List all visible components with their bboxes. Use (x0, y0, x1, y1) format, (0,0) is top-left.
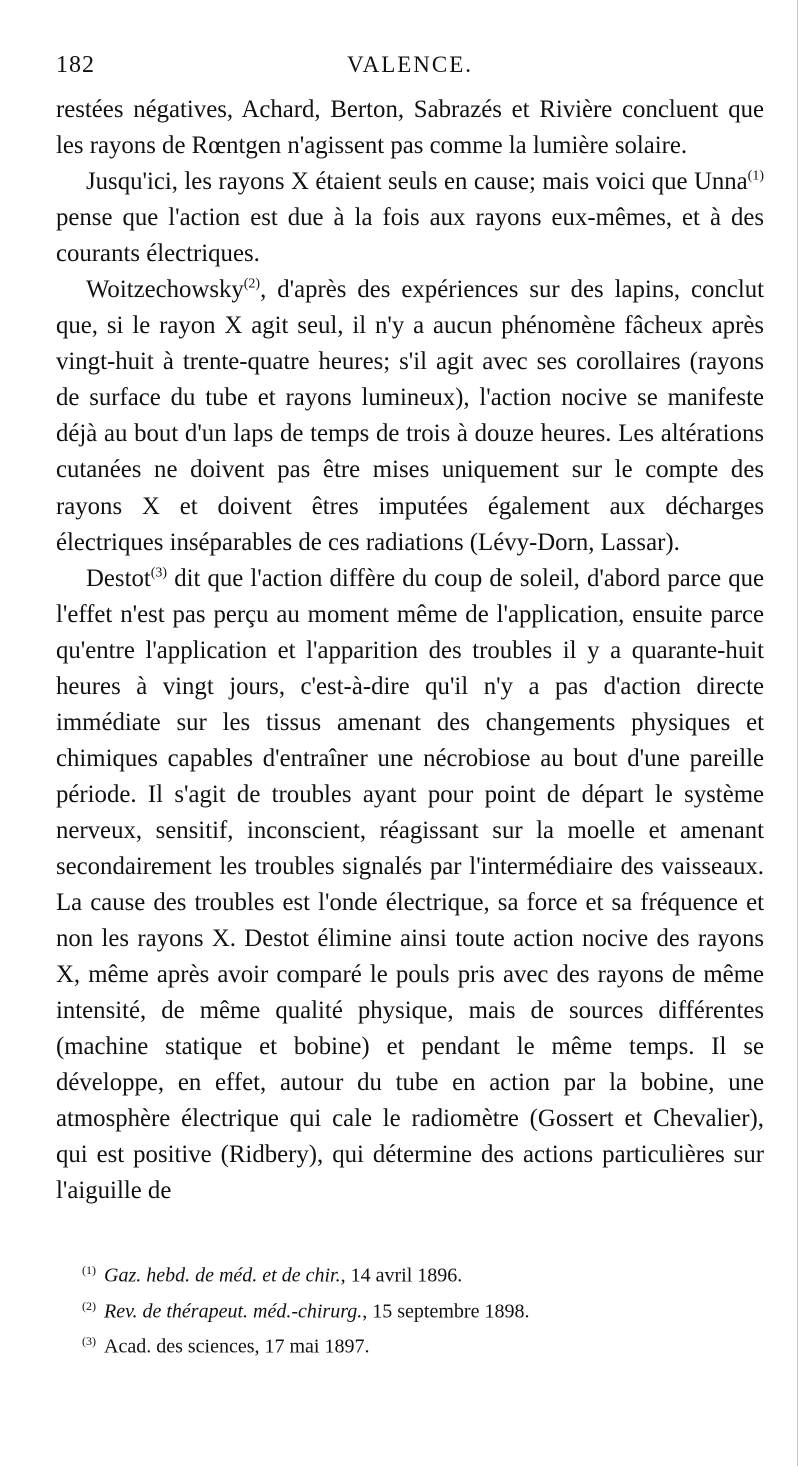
footnote-ref-2[interactable]: (2) (243, 276, 261, 292)
paragraph-text: pense que l'action est due à la fois aux rayons eux-mêmes, et à des courants électriques. (56, 204, 764, 268)
footnote-2 (82, 1291, 762, 1327)
paragraph-destot (56, 561, 764, 1210)
paragraph-unna (56, 164, 764, 272)
footnote-source-title: Gaz. hebd. de méd. et de chir. (104, 1264, 341, 1287)
paragraph-text: restées négatives, Achard, Berton, Sabrazés et Rivière concluent que les rayons de Rœntgen n'agissent pas comme la lumière solaire. (56, 96, 764, 160)
paragraph-text: Woitzechowsky (86, 276, 244, 304)
footnote-ref-1[interactable]: (1) (747, 168, 764, 184)
footnote-3 (82, 1326, 762, 1362)
body-text (56, 92, 764, 1209)
footnote-ref-3[interactable]: (3) (150, 565, 168, 581)
page-edge-line (797, 0, 798, 1466)
paragraph-text: Destot (86, 564, 151, 592)
footnote-source-detail: , 15 septembre 1898. (362, 1300, 530, 1323)
footnote-1 (82, 1255, 762, 1291)
footnote-mark: (2) (82, 1298, 96, 1313)
page-number: 182 (56, 52, 95, 78)
paragraph-text: dit que l'action diffère du coup de soleil, d'abord parce que l'effet n'est pas perçu au moment même de l'application, ensuite parce qu'entre l'application et l'apparition des troubles il y a quarante-huit heures à vingt jours, c'est-à-dire qu'il n'y a pas d'action directe immédiate sur les tissus amenant des changements physiques et chimiques capables d'entraîner une nécrobiose au bout d'une pareille période. Il s'agit de troubles ayant pour point de départ le système nerveux, sensitif, inconscient, réagissant sur la moelle et amenant secondairement les troubles signalés par l'intermédiaire des vaisseaux. La cause des troubles est l'onde électrique, sa force et sa fréquence et non les rayons X. Destot élimine ainsi toute action nocive des rayons X, même après avoir comparé le pouls pris avec des rayons de même intensité, de même qualité physique, mais de sources différentes (machine statique et bobine) et pendant le même temps. Il se développe, en effet, autour du tube en action par la bobine, une atmosphère électrique qui cale le radiomètre (Gossert et Chevalier), qui est positive (Ridbery), qui détermine des actions particulières sur l'aiguille de (56, 564, 764, 1205)
footnote-source-detail: Acad. des sciences, 17 mai 1897. (104, 1335, 370, 1358)
footnote-source-title: Rev. de thérapeut. méd.-chirurg. (104, 1300, 363, 1323)
running-head: VALENCE. (346, 52, 474, 77)
footnote-mark: (3) (82, 1334, 96, 1349)
page-header (56, 52, 764, 82)
paragraph-text: , d'après des expériences sur des lapins, conclut que, si le rayon X agit seul, il n'y a aucun phénomène fâcheux après vingt-huit à trente-quatre heures; s'il agit avec ses corollaires (rayons de surface du tube et rayons lumineux), l'action nocive se manifeste déjà au bout d'un laps de temps de trois à douze heures. Les altérations cutanées ne doivent pas être mises uniquement sur le compte des rayons X et doivent êtres imputées également aux décharges électriques inséparables de ces radiations (Lévy-Dorn, Lassar). (56, 276, 764, 556)
paragraph-text: Jusqu'ici, les rayons X étaient seuls en cause; mais voici que Unna (86, 168, 748, 196)
footnotes (82, 1255, 762, 1362)
paragraph-woitzechowsky (56, 272, 764, 560)
footnote-source-detail: , 14 avril 1896. (340, 1264, 463, 1287)
paragraph-continued (56, 92, 764, 164)
footnote-mark: (1) (82, 1263, 96, 1277)
